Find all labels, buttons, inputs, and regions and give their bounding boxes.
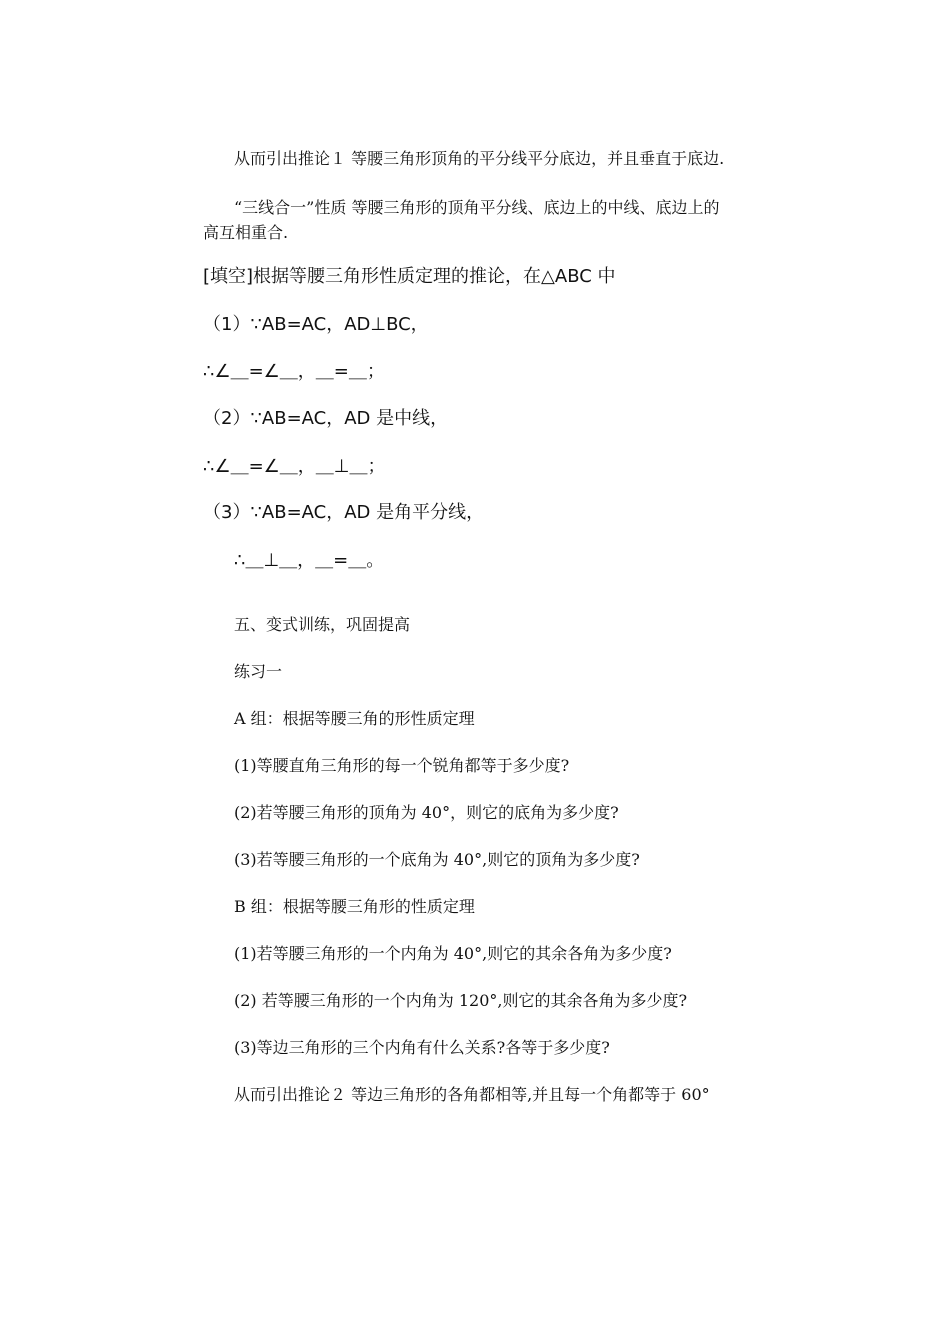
inference-1-text: 从而引出推论１ 等腰三角形顶角的平分线平分底边，并且垂直于底边.: [234, 149, 725, 168]
fill-in-question-1: （1）∵AB=AC，AD⊥BC，: [203, 314, 429, 335]
group-a-item: (1)等腰直角三角形的每一个锐角都等于多少度?: [234, 756, 570, 775]
three-in-one-text: “三线合一”性质 等腰三角形的顶角平分线、底边上的中线、底边上的: [234, 198, 720, 217]
fill-in-answer-3: ∴＿⊥＿，＿=＿。: [234, 550, 385, 571]
group-a-item: (3)若等腰三角形的一个底角为 40°,则它的顶角为多少度?: [234, 850, 640, 869]
group-b-item: (1)若等腰三角形的一个内角为 40°,则它的其余各角为多少度?: [234, 944, 672, 963]
inference-2-text: 从而引出推论２ 等边三角形的各角都相等,并且每一个角都等于 60°: [234, 1085, 710, 1104]
fill-in-question-2: （2）∵AB=AC，AD 是中线，: [203, 408, 449, 429]
fill-in-title: [填空]根据等腰三角形性质定理的推论，在△ABC 中: [203, 266, 616, 287]
group-b-item: (3)等边三角形的三个内角有什么关系?各等于多少度?: [234, 1038, 610, 1057]
section-5-heading: 五、变式训练，巩固提高: [234, 615, 411, 634]
three-in-one-text-continued: 高互相重合.: [203, 223, 289, 242]
group-a-title: A 组：根据等腰三角的形性质定理: [234, 709, 475, 728]
group-b-item: (2) 若等腰三角形的一个内角为 120°,则它的其余各角为多少度?: [234, 991, 688, 1010]
fill-in-question-3: （3）∵AB=AC，AD 是角平分线，: [203, 502, 485, 523]
fill-in-answer-1: ∴∠＿=∠＿，＿=＿；: [203, 361, 385, 382]
exercise-1-label: 练习一: [234, 662, 283, 681]
group-b-title: B 组：根据等腰三角形的性质定理: [234, 897, 475, 916]
fill-in-answer-2: ∴∠＿=∠＿，＿⊥＿；: [203, 456, 386, 477]
group-a-item: (2)若等腰三角形的顶角为 40°，则它的底角为多少度?: [234, 803, 619, 822]
